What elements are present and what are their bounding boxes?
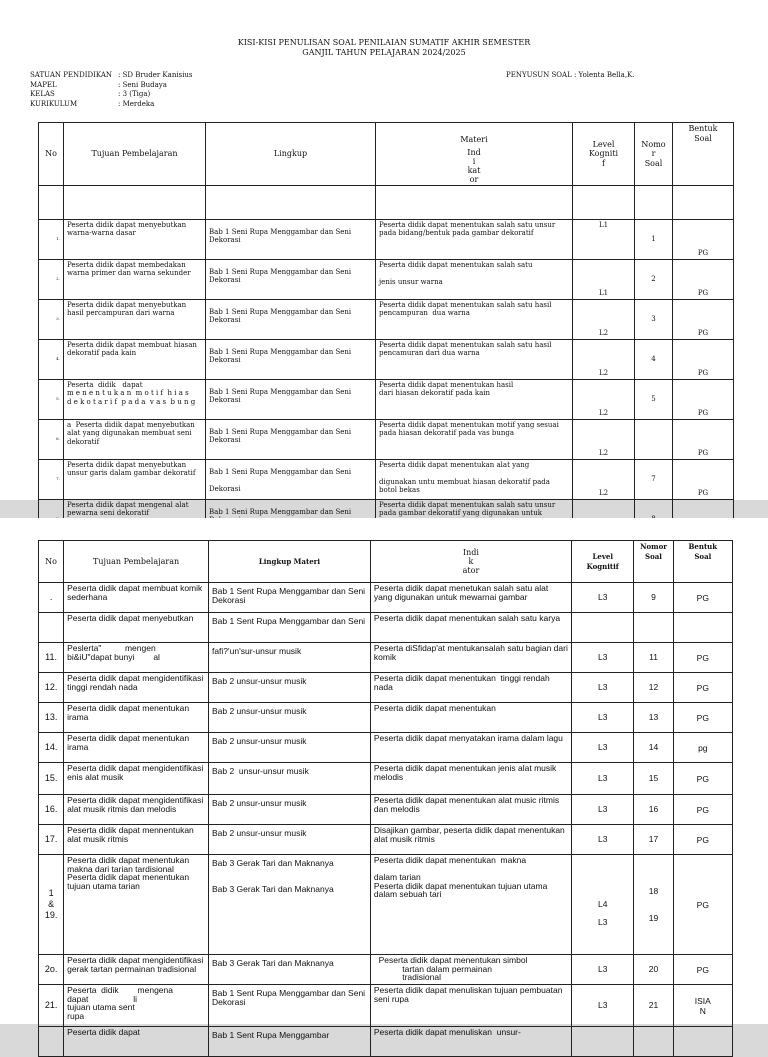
- row-indikator: Peserta didik dapat menentukan alat music ritmis dan melodis: [370, 795, 571, 825]
- row-tujuan: a Peserta didik dapat menyebutkan alat yang digunakan membuat seni dekoratif: [64, 419, 206, 459]
- row-level: L3: [572, 583, 634, 613]
- row-level: L1: [573, 259, 635, 299]
- table-row: [39, 643, 733, 673]
- row-bentuk: PG: [673, 825, 732, 855]
- table-row: [39, 795, 733, 825]
- row-indikator: Peserta didik dapat menuliskan tujuan pembuatan seni rupa: [370, 985, 571, 1027]
- header-tujuan: Tujuan Pembelajaran: [64, 541, 209, 583]
- table-row: [39, 459, 734, 499]
- row-no: 2.: [39, 259, 64, 299]
- row-level: L3: [572, 825, 634, 855]
- row-tujuan: Peserta didik dapat membedakan warna primer dan warna sekunder: [64, 259, 206, 299]
- row-tujuan: Peserta didik dapat membuat komik sederhana: [64, 583, 209, 613]
- row-lingkup: Bab 1 Sent Rupa Menggambar dan Seni Dekorasi: [208, 985, 370, 1027]
- row-no: 14.: [39, 733, 64, 763]
- row-level: L1: [573, 219, 635, 259]
- row-nomor: 11: [634, 643, 673, 673]
- row-no: 17.: [39, 825, 64, 855]
- row-no: 13.: [39, 703, 64, 733]
- row-bentuk: [673, 1027, 732, 1057]
- row-bentuk: PG: [673, 583, 732, 613]
- row-nomor: 12: [634, 673, 673, 703]
- row-lingkup: Bab 2 unsur-unsur musik: [208, 825, 370, 855]
- row-lingkup: Bab 1 Seni Rupa Menggambar dan Seni Dekorasi: [206, 379, 376, 419]
- row-indikator: Peserta didik dapat menentukan salah satu unsur pada gambar dekoratif yang digunakan untuk: [376, 499, 573, 539]
- row-indikator: Peserta didik dapat menentukan hasil dari hiasan dekoratif pada kain: [376, 379, 573, 419]
- row-no: 6.: [39, 419, 64, 459]
- row-nomor: 13: [634, 703, 673, 733]
- row-tujuan: Peserta didik dapat mengidentifikasi gerak tartan permainan tradisional: [64, 955, 209, 985]
- table-row: [39, 985, 733, 1027]
- row-level: L2: [573, 419, 635, 459]
- row-tujuan: Peserta didik dapat menyebutkan: [64, 613, 209, 643]
- table-row: [39, 703, 733, 733]
- row-bentuk: PG: [673, 219, 734, 259]
- table-spacer-row: [39, 185, 734, 219]
- row-lingkup: Bab 2 unsur-unsur musik: [208, 763, 370, 795]
- row-nomor: 4: [635, 339, 673, 379]
- row-no: [39, 1027, 64, 1057]
- row-lingkup: Bab 1 Seni Rupa Menggambar dan Seni: [206, 499, 376, 539]
- row-lingkup: Bab 2 unsur-unsur musik: [208, 673, 370, 703]
- row-no: .: [39, 583, 64, 613]
- row-tujuan: Peserta didik dapat m e n e n t u k a n m o t i f h i a s d e k o t a r i f p a d a v a s b u n g: [64, 379, 206, 419]
- row-bentuk: PG: [673, 419, 734, 459]
- info-labels: SATUAN PENDIDIKAN MAPEL KELAS KURIKULUM: [30, 71, 113, 108]
- info-values: : SD Bruder Kanisius : Seni Budaya : 3 (Tiga) : Merdeka: [118, 71, 193, 108]
- row-nomor: [634, 1027, 673, 1057]
- row-bentuk: PG: [673, 855, 732, 955]
- table-header-row: [39, 123, 734, 186]
- row-lingkup: Bab 1 Seni Rupa Menggambar dan Seni Dekorasi: [206, 339, 376, 379]
- row-no: 11.: [39, 643, 64, 673]
- row-lingkup: Bab 1 Seni Rupa Menggambar dan Seni Dekorasi: [206, 259, 376, 299]
- table-row: [39, 855, 733, 955]
- row-bentuk: PG: [673, 459, 734, 499]
- table-row: [39, 763, 733, 795]
- penyusun-soal: PENYUSUN SOAL : Yolenta Bella,K.: [506, 71, 635, 79]
- header-no: No: [39, 541, 64, 583]
- document-title-line1: KISI-KISI PENULISAN SOAL PENILAIAN SUMATIF AKHIR SEMESTER: [237, 38, 531, 47]
- row-indikator: Peserta didik dapat menyatakan irama dalam lagu: [370, 733, 571, 763]
- row-lingkup: Bab 1 Seni Rupa Menggambar dan Seni Dekorasi: [206, 299, 376, 339]
- row-indikator: Peserta diSfidap'at mentukansalah satu bagian dari komik: [370, 643, 571, 673]
- header-materi-label: Materi: [460, 135, 488, 144]
- row-lingkup: Bab 1 Seni Rupa Menggambar dan Seni Dekorasi: [206, 219, 376, 259]
- row-bentuk: PG: [673, 339, 734, 379]
- row-bentuk: PG: [673, 379, 734, 419]
- row-lingkup: Bab 3 Gerak Tari dan Maknanya Bab 3 Gerak Tari dan Maknanya: [208, 855, 370, 955]
- row-nomor: 9: [634, 583, 673, 613]
- row-tujuan: Peserta didik dapat membuat hiasan dekoratif pada kain: [64, 339, 206, 379]
- row-lingkup: Bab 1 Sent Rupa Menggambar: [208, 1027, 370, 1057]
- row-bentuk: PG: [673, 673, 732, 703]
- row-indikator: Peserta didik dapat menentukan jenis alat musik melodis: [370, 763, 571, 795]
- row-level: L2: [573, 299, 635, 339]
- row-no: 15.: [39, 763, 64, 795]
- row-level: L2: [573, 379, 635, 419]
- row-lingkup: Bab 2 unsur-unsur musik: [208, 733, 370, 763]
- row-nomor: 2: [635, 259, 673, 299]
- row-tujuan: Peserta didik mengena dapat li tujuan utama sent rupa: [64, 985, 209, 1027]
- row-nomor: 20: [634, 955, 673, 985]
- row-indikator: Peserta didik dapat menentukan motif yang sesuai pada hiasan dekoratif pada vas bunga: [376, 419, 573, 459]
- header-indikator: Indi k ator: [370, 541, 571, 583]
- row-nomor: 16: [634, 795, 673, 825]
- document-title-line2: GANJIL TAHUN PELAJARAN 2024/2025: [302, 48, 466, 57]
- row-indikator: Peserta didik dapat menuliskan unsur-: [370, 1027, 571, 1057]
- row-bentuk: PG: [673, 763, 732, 795]
- row-nomor: 17: [634, 825, 673, 855]
- header-no: No: [39, 123, 64, 186]
- row-level: L4 L3: [572, 855, 634, 955]
- row-level: [572, 613, 634, 643]
- row-level: L3: [572, 643, 634, 673]
- table-row: [39, 299, 734, 339]
- row-tujuan: Peslerta" mengen bi&iU"dapat bunyi al: [64, 643, 209, 673]
- row-indikator: Peserta didik dapat menentukan salah satu hasil pencampuran dua warna: [376, 299, 573, 339]
- row-no: 4.: [39, 339, 64, 379]
- row-indikator: Peserta didik dapat menentukan salah satu karya: [370, 613, 571, 643]
- row-nomor: 5: [635, 379, 673, 419]
- row-nomor: 21: [634, 985, 673, 1027]
- row-level: L3: [572, 955, 634, 985]
- row-bentuk: ISIA N: [673, 985, 732, 1027]
- row-bentuk: PG: [673, 643, 732, 673]
- row-no: 21.: [39, 985, 64, 1027]
- row-no: 12.: [39, 673, 64, 703]
- row-tujuan: Peserta didik dapat menentukan makna dari tarian tardisional Peserta didik dapat menentukan tujuan utama tarian: [64, 855, 209, 955]
- row-indikator: Peserta didik dapat menentukan simbol tartan dalam permainan tradisional: [370, 955, 571, 985]
- row-lingkup: Bab 2 unsur-unsur musik: [208, 703, 370, 733]
- header-indikator: Ind i kat or: [467, 147, 481, 184]
- table-row: [39, 339, 734, 379]
- row-level: L3: [572, 795, 634, 825]
- row-bentuk: PG: [673, 795, 732, 825]
- row-nomor: [635, 419, 673, 459]
- row-level: [572, 1027, 634, 1057]
- header-nomor: Nomor Soal: [634, 541, 673, 583]
- row-tujuan: Peserta didik dapat mengidentifikasi alat musik ritmis dan melodis: [64, 795, 209, 825]
- row-nomor: [634, 613, 673, 643]
- row-indikator: Peserta didik dapat menetukan salah satu alat yang digunakan untuk mewarnai gambar: [370, 583, 571, 613]
- row-level: L3: [572, 673, 634, 703]
- row-indikator: Peserta didik dapat menentukan: [370, 703, 571, 733]
- row-indikator: Peserta didik dapat menentukan salah satu unsur pada bidang/bentuk pada gambar dekoratif: [376, 219, 573, 259]
- row-level: L2: [573, 339, 635, 379]
- kisi-kisi-table-2: [38, 540, 733, 1057]
- row-nomor: 7: [635, 459, 673, 499]
- row-tujuan: Peserta didik dapat mengidentifikasi tinggi rendah nada: [64, 673, 209, 703]
- row-tujuan: Peserta didik dapat mennentukan alat musik ritmis: [64, 825, 209, 855]
- header-bentuk: Bentuk Soal: [673, 541, 732, 583]
- row-level: L3: [572, 763, 634, 795]
- row-lingkup: Bab 1 Seni Rupa Menggambar dan Seni Dekorasi: [206, 459, 376, 499]
- row-no: 1.: [39, 219, 64, 259]
- row-no: 2o.: [39, 955, 64, 985]
- row-bentuk: pg: [673, 733, 732, 763]
- table-row: [39, 1027, 733, 1057]
- row-lingkup: Bab 2 unsur-unsur musik: [208, 795, 370, 825]
- row-tujuan: Peserta didik dapat menyebutkan unsur garis dalam gambar dekoratif: [64, 459, 206, 499]
- row-level: L3: [572, 703, 634, 733]
- table-row: [39, 955, 733, 985]
- row-bentuk: [673, 613, 732, 643]
- row-level: L2: [573, 459, 635, 499]
- document-page-1: [0, 0, 768, 517]
- row-level: L3: [572, 733, 634, 763]
- row-bentuk: PG: [673, 955, 732, 985]
- row-lingkup: Bab 3 Gerak Tari dan Maknanya: [208, 955, 370, 985]
- row-lingkup: Bab 1 Seni Rupa Menggambar dan Seni Dekorasi: [206, 419, 376, 459]
- table-row: [39, 219, 734, 259]
- row-no: [39, 613, 64, 643]
- header-level: Level Kognitif: [572, 541, 634, 583]
- row-tujuan: Peserta didik dapat menentukan irama: [64, 733, 209, 763]
- row-lingkup: Bab 1 Sent Rupa Menggambar dan Seni: [208, 613, 370, 643]
- row-level: L3: [572, 985, 634, 1027]
- row-indikator: Peserta didik dapat menentukan salah satu jenis unsur warna: [376, 259, 573, 299]
- row-tujuan: Peserta didik dapat menyebutkan warna-warna dasar: [64, 219, 206, 259]
- header-bentuk: Bentuk Soal: [673, 123, 734, 186]
- row-lingkup: Bab 1 Sent Rupa Menggambar dan Seni Dekorasi: [208, 583, 370, 613]
- table-row: [39, 419, 734, 459]
- row-nomor: 1: [635, 219, 673, 259]
- header-lingkup: Lingkup: [206, 123, 376, 186]
- table-header-row: [39, 541, 733, 583]
- table-row: [39, 825, 733, 855]
- row-indikator: Peserta didik dapat menentukan salah satu hasil pencamuran dari dua warna: [376, 339, 573, 379]
- table-row: [39, 379, 734, 419]
- header-nomor: Nomo r Soal: [635, 123, 673, 186]
- row-nomor: 3: [635, 299, 673, 339]
- row-no: 1 & 19.: [39, 855, 64, 955]
- row-tujuan: Peserta didik dapat menentukan irama: [64, 703, 209, 733]
- row-bentuk: PG: [673, 703, 732, 733]
- row-no: 16.: [39, 795, 64, 825]
- row-no: 7.: [39, 459, 64, 499]
- row-nomor: 18 19: [634, 855, 673, 955]
- table-row: [39, 673, 733, 703]
- header-level: Level Kogniti f: [573, 123, 635, 186]
- row-tujuan: Peserta didik dapat mengenal alat pewarna seni dekoratif: [64, 499, 206, 539]
- document-page-2: [0, 518, 768, 1040]
- header-tujuan: Tujuan Pembelajaran: [64, 123, 206, 186]
- row-nomor: 14: [634, 733, 673, 763]
- row-lingkup: fafi?'un'sur-unsur musik: [208, 643, 370, 673]
- row-indikator: Peserta didik dapat menentukan alat yang digunakan untu membuat hiasan dekoratif pada botol bekas: [376, 459, 573, 499]
- row-bentuk: PG: [673, 299, 734, 339]
- row-tujuan: Peserta didik dapat menyebutkan hasil percampuran dari warna: [64, 299, 206, 339]
- row-tujuan: Peserta didik dapat: [64, 1027, 209, 1057]
- row-bentuk: PG: [673, 259, 734, 299]
- row-indikator: Peserta didik dapat menentukan tinggi rendah nada: [370, 673, 571, 703]
- table-row: [39, 259, 734, 299]
- header-materi: [376, 123, 573, 186]
- row-indikator: Disajikan gambar, peserta didik dapat menentukan alat musik ritmis: [370, 825, 571, 855]
- header-lingkup-materi: Lingkup Materi: [208, 541, 370, 583]
- row-indikator: Peserta didik dapat menentukan makna dalam tarian Peserta didik dapat menentukan tujuan utama dalam sebuah tari: [370, 855, 571, 955]
- row-nomor: 15: [634, 763, 673, 795]
- row-no: 3.: [39, 299, 64, 339]
- row-no: 5.: [39, 379, 64, 419]
- kisi-kisi-table-1: [38, 122, 734, 540]
- table-row: [39, 613, 733, 643]
- table-row: [39, 733, 733, 763]
- table-row: [39, 583, 733, 613]
- row-tujuan: Peserta didik dapat mengidentifikasi enis alat musik: [64, 763, 209, 795]
